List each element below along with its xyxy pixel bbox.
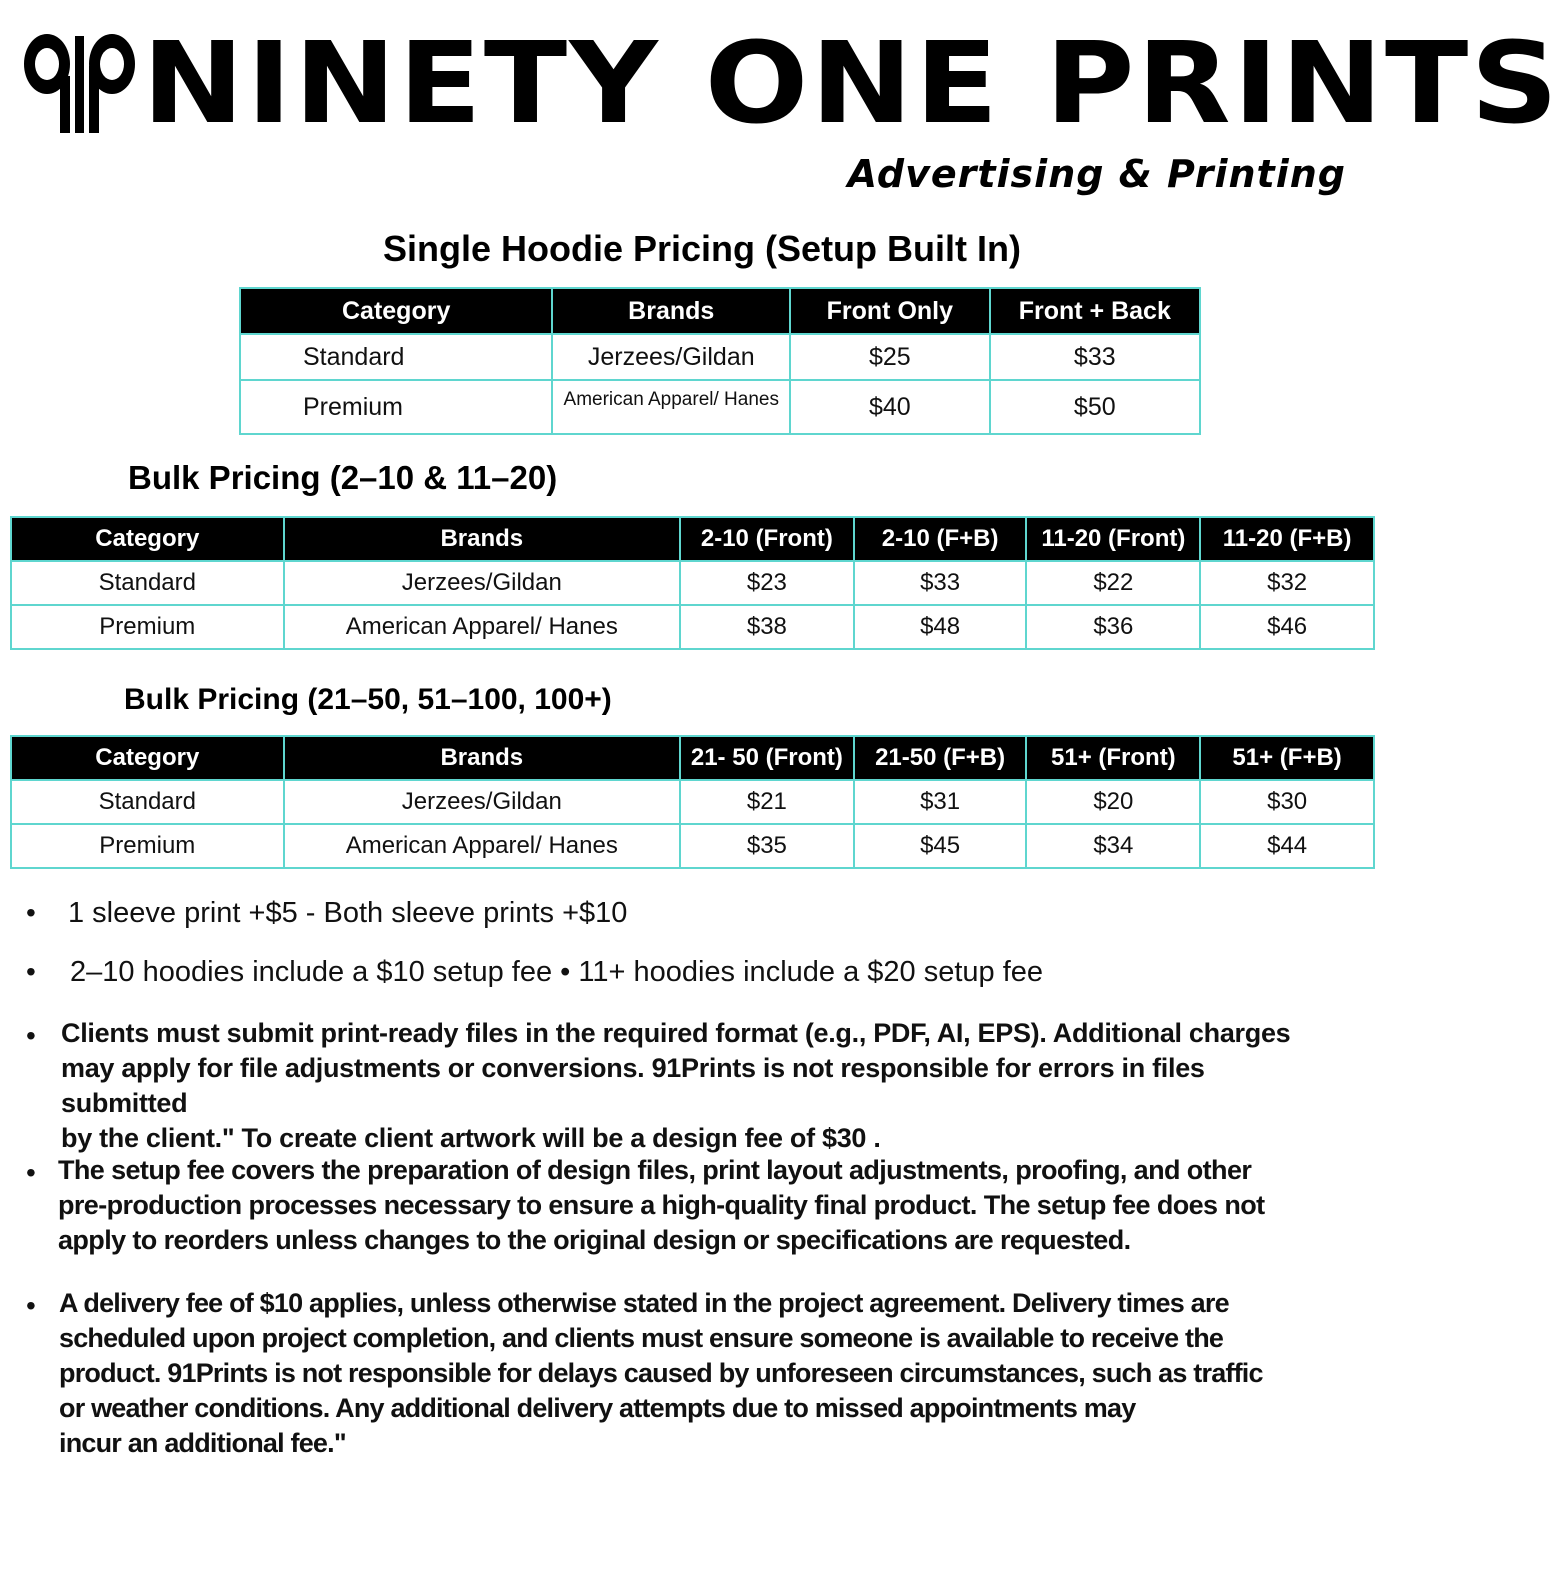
price-cell: $35 xyxy=(680,824,854,868)
brands-cell: American Apparel/ Hanes xyxy=(284,605,680,649)
price-cell: $34 xyxy=(1026,824,1200,868)
table-header-row xyxy=(11,736,1374,780)
category-cell: Standard xyxy=(11,561,284,605)
price-cell: $22 xyxy=(1026,561,1200,605)
brands-cell: Jerzees/Gildan xyxy=(284,561,680,605)
column-header: 2-10 (Front) xyxy=(680,517,854,561)
price-cell: $25 xyxy=(790,334,989,380)
price-cell: $38 xyxy=(680,605,854,649)
table-row xyxy=(240,380,1200,434)
note-text: The setup fee covers the preparation of design files, print layout adjustments, proofing, and other pre-production processes necessary to ensure a high-quality final product. The setup fee does not apply to reorders unless changes to the original design or specifications are requested. xyxy=(58,1155,1265,1255)
column-header: 2-10 (F+B) xyxy=(854,517,1027,561)
column-header: Category xyxy=(11,517,284,561)
price-cell: $48 xyxy=(854,605,1027,649)
column-header: 11-20 (F+B) xyxy=(1200,517,1374,561)
price-cell: $31 xyxy=(854,780,1027,824)
category-cell: Standard xyxy=(11,780,284,824)
table-row xyxy=(11,780,1374,824)
note-text: A delivery fee of $10 applies, unless otherwise stated in the project agreement. Delivery times are scheduled upon project completion, and clients must ensure someone is available to receive the product. 91Prints is not responsible for delays caused by unforeseen circumstances, such as traffic or weather conditions. Any additional delivery attempts due to missed appointments may incur an additional fee." xyxy=(59,1288,1263,1458)
table-header-row xyxy=(11,517,1374,561)
price-cell: $36 xyxy=(1026,605,1200,649)
column-header: Brands xyxy=(552,288,790,334)
brand-tagline: Advertising & Printing xyxy=(847,152,1346,196)
column-header: 21- 50 (Front) xyxy=(680,736,854,780)
price-cell: $33 xyxy=(990,334,1200,380)
column-header: Brands xyxy=(284,517,680,561)
category-cell: Premium xyxy=(11,605,284,649)
column-header: 11-20 (Front) xyxy=(1026,517,1200,561)
price-cell: $30 xyxy=(1200,780,1374,824)
bullet-icon: • xyxy=(26,1290,36,1321)
brand-name: NINETY ONE PRINTS xyxy=(142,19,1561,149)
bullet-icon: • xyxy=(26,1020,36,1051)
category-cell: Standard xyxy=(240,334,552,380)
column-header: Front + Back xyxy=(990,288,1200,334)
bullet-icon: • xyxy=(26,1157,36,1188)
column-header: Brands xyxy=(284,736,680,780)
price-cell: $40 xyxy=(790,380,989,434)
brands-cell: Jerzees/Gildan xyxy=(552,334,790,380)
brands-cell: American Apparel/ Hanes xyxy=(552,380,790,434)
price-cell: $44 xyxy=(1200,824,1374,868)
price-cell: $20 xyxy=(1026,780,1200,824)
column-header: 51+ (F+B) xyxy=(1200,736,1374,780)
column-header: 21-50 (F+B) xyxy=(854,736,1027,780)
price-cell: $23 xyxy=(680,561,854,605)
note-text: 1 sleeve print +$5 - Both sleeve prints +$10 xyxy=(68,897,628,929)
category-cell: Premium xyxy=(240,380,552,434)
column-header: Category xyxy=(11,736,284,780)
table-header-row xyxy=(240,288,1200,334)
price-cell: $46 xyxy=(1200,605,1374,649)
price-cell: $21 xyxy=(680,780,854,824)
bulk-pricing-2-title: Bulk Pricing (21–50, 51–100, 100+) xyxy=(124,683,612,716)
brands-cell: Jerzees/Gildan xyxy=(284,780,680,824)
table-row xyxy=(11,561,1374,605)
note-text: 2–10 hoodies include a $10 setup fee • 11+ hoodies include a $20 setup fee xyxy=(70,956,1044,988)
bulk-pricing-2-table xyxy=(10,735,1375,869)
category-cell: Premium xyxy=(11,824,284,868)
table-row xyxy=(11,824,1374,868)
single-pricing-table xyxy=(239,287,1201,435)
table-row xyxy=(240,334,1200,380)
bulk-pricing-1-title: Bulk Pricing (2–10 & 11–20) xyxy=(128,459,558,496)
column-header: Category xyxy=(240,288,552,334)
note-text: Clients must submit print-ready files in the required format (e.g., PDF, AI, EPS). Additional charges may apply for file adjustments or conversions. 91Prints is not responsible for errors in files submitted by the client." To create client artwork will be a design fee of $30 . xyxy=(61,1018,1291,1153)
single-pricing-title: Single Hoodie Pricing (Setup Built In) xyxy=(383,228,1021,269)
brands-cell: American Apparel/ Hanes xyxy=(284,824,680,868)
table-row xyxy=(11,605,1374,649)
bulk-pricing-1-table xyxy=(10,516,1375,650)
column-header: Front Only xyxy=(790,288,989,334)
price-cell: $32 xyxy=(1200,561,1374,605)
bullet-icon: • xyxy=(26,897,36,928)
price-cell: $45 xyxy=(854,824,1027,868)
column-header: 51+ (Front) xyxy=(1026,736,1200,780)
price-cell: $33 xyxy=(854,561,1027,605)
bullet-icon: • xyxy=(26,956,36,987)
price-cell: $50 xyxy=(990,380,1200,434)
